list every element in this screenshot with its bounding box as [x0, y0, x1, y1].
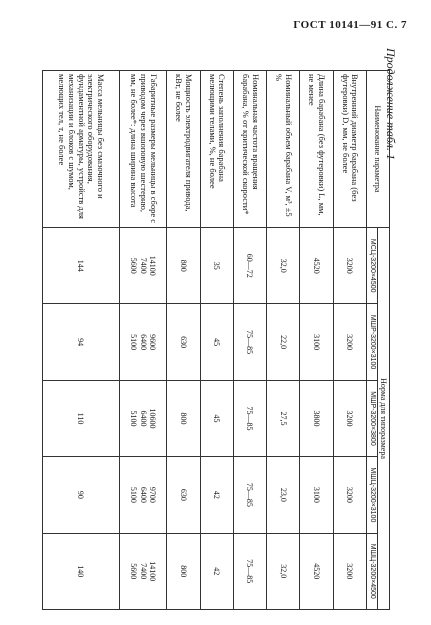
table-cell — [43, 228, 120, 304]
table-cell — [43, 304, 120, 380]
param-name: Номинальный объем барабана V, м³, ±5 % — [267, 71, 300, 228]
table-row — [233, 71, 266, 610]
table-cell — [167, 533, 200, 609]
table-row — [167, 71, 200, 610]
column-header: МШЦ-3200×3100 — [366, 457, 377, 533]
cell-value: 5100 — [129, 410, 139, 427]
param-name: Внутренний диаметр барабана (без футеровки) D, мм, не более — [333, 71, 366, 228]
table-cell — [233, 228, 266, 304]
table-cell — [333, 457, 366, 533]
cell-value: 630 — [178, 336, 188, 349]
cell-value: 60—72 — [245, 253, 255, 278]
table-cell — [119, 380, 167, 456]
cell-value: 4520 — [311, 563, 321, 580]
param-name: Степень заполнения барабана мелющими телами, %, не более — [200, 71, 233, 228]
parameters-table — [42, 70, 390, 610]
table-cell — [267, 304, 300, 380]
cell-value: 14100 — [147, 561, 157, 582]
table-cell — [333, 228, 366, 304]
table-cell — [200, 380, 233, 456]
param-name: Номинальная частота вращения барабана, % от критической скорости* — [233, 71, 266, 228]
table-row — [300, 71, 333, 610]
continuation-label: Продолжение табл. 1 — [384, 48, 398, 160]
param-name: Длина барабана (без футеровки) L, мм, не менее — [300, 71, 333, 228]
table-cell — [167, 380, 200, 456]
cell-value: 5100 — [129, 486, 139, 503]
cell-value: 5600 — [129, 563, 139, 580]
cell-value: 7400 — [138, 563, 148, 580]
cell-value: 45 — [212, 414, 222, 423]
cell-value: 75—85 — [245, 482, 255, 507]
cell-value: 9600 — [147, 334, 157, 351]
cell-value: 27,5 — [278, 411, 288, 426]
cell-value: 32,0 — [278, 258, 288, 273]
cell-value: 6400 — [138, 486, 148, 503]
cell-value: 3200 — [345, 410, 355, 427]
table-row — [43, 71, 120, 610]
table-cell — [200, 304, 233, 380]
table-cell — [233, 380, 266, 456]
table-cell — [43, 380, 120, 456]
cell-value: 110 — [76, 412, 86, 425]
cell-value: 6400 — [138, 410, 148, 427]
cell-value: 42 — [212, 490, 222, 499]
table-cell — [300, 228, 333, 304]
cell-value: 800 — [178, 259, 188, 272]
table-cell — [267, 457, 300, 533]
cell-value: 3200 — [345, 563, 355, 580]
cell-value: 140 — [76, 565, 86, 578]
group-header: Норма для типоразмера — [377, 228, 389, 610]
cell-value: 23,0 — [278, 487, 288, 502]
table-cell — [233, 533, 266, 609]
table-body — [43, 71, 367, 610]
table-cell — [167, 304, 200, 380]
cell-value: 800 — [178, 565, 188, 578]
table-cell — [300, 304, 333, 380]
table-row — [267, 71, 300, 610]
cell-value: 94 — [76, 338, 86, 347]
cell-value: 9700 — [147, 486, 157, 503]
table-cell — [233, 457, 266, 533]
cell-value: 32,0 — [278, 564, 288, 579]
table-cell — [167, 228, 200, 304]
table-cell — [333, 533, 366, 609]
column-header: МСЦ-3200×4500 — [366, 228, 377, 304]
cell-value: 35 — [212, 261, 222, 270]
table-cell — [200, 533, 233, 609]
table-row — [333, 71, 366, 610]
cell-value: 3800 — [311, 410, 321, 427]
table-cell — [333, 304, 366, 380]
cell-value: 3200 — [345, 486, 355, 503]
cell-value: 45 — [212, 338, 222, 347]
table-cell — [167, 457, 200, 533]
table-cell — [119, 228, 167, 304]
column-header: МШР-3200×3100 — [366, 304, 377, 380]
cell-value: 144 — [76, 259, 86, 272]
cell-value: 7400 — [138, 257, 148, 274]
table-cell — [267, 380, 300, 456]
table-cell — [300, 533, 333, 609]
table-cell — [43, 533, 120, 609]
table-cell — [267, 533, 300, 609]
cell-value: 3200 — [345, 257, 355, 274]
param-name: Мощность электродвигателя привода, кВт, не более — [167, 71, 200, 228]
table-cell — [119, 457, 167, 533]
column-header: МШЦ-3200×4500 — [366, 533, 377, 609]
cell-value: 800 — [178, 412, 188, 425]
page-header: ГОСТ 10141—91 С. 7 — [293, 19, 407, 31]
table-cell — [119, 533, 167, 609]
table-cell — [300, 380, 333, 456]
table-row — [119, 71, 167, 610]
cell-value: 6400 — [138, 334, 148, 351]
table-cell — [200, 228, 233, 304]
cell-value: 22,0 — [278, 335, 288, 350]
table-cell — [200, 457, 233, 533]
param-header: Наименование параметра — [366, 71, 389, 228]
cell-value: 630 — [178, 488, 188, 501]
rotated-table-wrapper — [42, 70, 390, 610]
cell-value: 5100 — [129, 334, 139, 351]
cell-value: 4520 — [311, 257, 321, 274]
cell-value: 75—85 — [245, 559, 255, 584]
column-header: МШР-3200×3800 — [366, 380, 377, 456]
cell-value: 3200 — [345, 334, 355, 351]
param-name: Габаритные размеры мельницы в сборе с приводом через вшоповую шестерню, мм, не более*: длина ширина высота — [119, 71, 167, 228]
table-cell — [333, 380, 366, 456]
table-cell — [267, 228, 300, 304]
cell-value: 5600 — [129, 257, 139, 274]
cell-value: 3100 — [311, 486, 321, 503]
cell-value: 75—85 — [245, 406, 255, 431]
cell-value: 3100 — [311, 334, 321, 351]
cell-value: 14100 — [147, 255, 157, 276]
table-cell — [43, 457, 120, 533]
table-cell — [233, 304, 266, 380]
table-cell — [300, 457, 333, 533]
cell-value: 42 — [212, 567, 222, 576]
cell-value: 90 — [76, 490, 86, 499]
table-row — [200, 71, 233, 610]
param-name: Масса мельницы без смазочного и электрического оборудования, фундаментной арматуры, устройств для механизации и блоков с шумом, мелющих тел, т, не более — [43, 71, 120, 228]
table-cell — [119, 304, 167, 380]
cell-value: 75—85 — [245, 330, 255, 355]
cell-value: 10600 — [147, 408, 157, 429]
